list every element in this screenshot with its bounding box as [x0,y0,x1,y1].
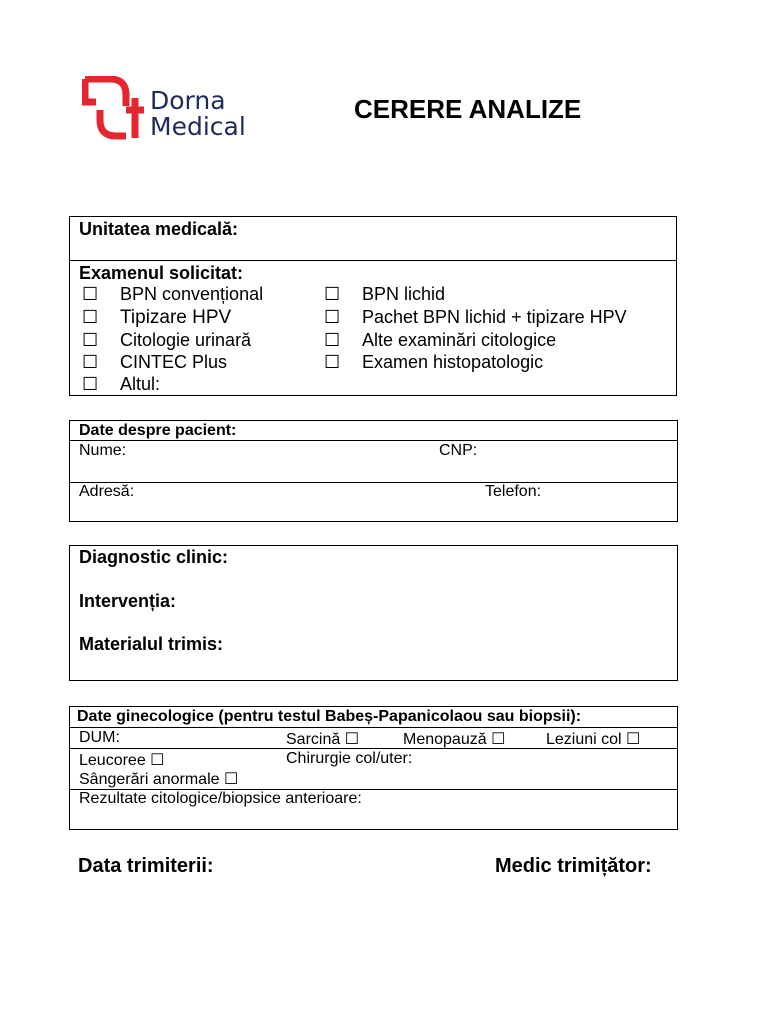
option-right-3[interactable] [324,352,543,373]
previous-results-label[interactable]: Rezultate citologice/biopsice anterioare: [79,790,362,807]
exam-label: Examenul solicitat: [79,263,244,283]
checkbox-icon[interactable]: ☐ [82,374,99,394]
divider [70,727,677,728]
checkbox-icon[interactable]: ☐ [324,284,341,304]
pregnancy-checkbox[interactable]: Sarcină ☐ [286,731,360,748]
name-label[interactable]: Nume: [79,442,127,459]
checkbox-icon[interactable]: ☐ [82,330,99,350]
option-label: Pachet BPN lichid + tipizare HPV [362,307,627,327]
date-sent-label[interactable]: Data trimiterii: [78,855,214,877]
dorna-medical-logo [82,76,282,146]
option-right-0[interactable] [324,284,445,305]
option-right-2[interactable] [324,330,556,351]
option-right-1[interactable] [324,307,627,328]
leucorrhea-checkbox[interactable]: Leucoree ☐ [79,752,165,769]
cnp-label[interactable]: CNP: [439,442,478,459]
gyneco-header: Date ginecologice (pentru testul Babeș-Papanicolaou sau biopsii): [77,708,582,725]
patient-box [69,420,678,522]
option-label: BPN lichid [362,284,446,304]
medical-unit-label: Unitatea medicală: [79,219,239,239]
phone-label[interactable]: Telefon: [485,483,542,500]
material-label[interactable]: Materialul trimis: [79,634,224,654]
cervical-lesions-checkbox[interactable]: Leziuni col ☐ [546,731,641,748]
checkbox-icon[interactable]: ☐ [82,307,99,327]
checkbox-icon[interactable]: ☐ [324,307,341,327]
option-left-0[interactable] [82,284,263,305]
option-left-2[interactable] [82,330,251,351]
option-left-1[interactable] [82,307,231,329]
option-label: Tipizare HPV [120,307,232,328]
option-left-3[interactable] [82,352,227,373]
diagnostic-label[interactable]: Diagnostic clinic: [79,547,229,567]
dorna-medical-logo-icon [82,76,146,142]
surgery-label[interactable]: Chirurgie col/uter: [286,750,413,767]
option-label: Examen histopatologic [362,352,544,372]
gyneco-box [69,706,678,830]
divider [70,260,676,261]
checkbox-icon[interactable]: ☐ [324,352,341,372]
referring-doctor-label[interactable]: Medic trimițător: [495,855,652,877]
divider [70,748,677,749]
option-label: BPN convențional [120,284,264,304]
address-label[interactable]: Adresă: [79,483,135,500]
checkbox-icon[interactable]: ☐ [324,330,341,350]
option-label: Citologie urinară [120,330,252,350]
intervention-label[interactable]: Intervenția: [79,591,177,611]
option-label: CINTEC Plus [120,352,228,372]
divider [70,482,677,483]
bleeding-checkbox[interactable]: Sângerări anormale ☐ [79,771,239,788]
option-label: Altul: [120,374,161,394]
divider [70,440,677,441]
menopause-checkbox[interactable]: Menopauză ☐ [403,731,506,748]
logo-line1: Dorna [150,86,226,115]
option-left-4[interactable] [82,374,160,395]
page-title: CERERE ANALIZE [354,94,582,124]
option-label: Alte examinări citologice [362,330,557,350]
dum-label[interactable]: DUM: [79,729,120,746]
checkbox-icon[interactable]: ☐ [82,284,99,304]
checkbox-icon[interactable]: ☐ [82,352,99,372]
clinical-box [69,545,678,681]
patient-header: Date despre pacient: [79,422,237,439]
exam-request-box [69,216,677,396]
logo-wordmark [150,88,246,140]
logo-line2: Medical [150,112,246,141]
